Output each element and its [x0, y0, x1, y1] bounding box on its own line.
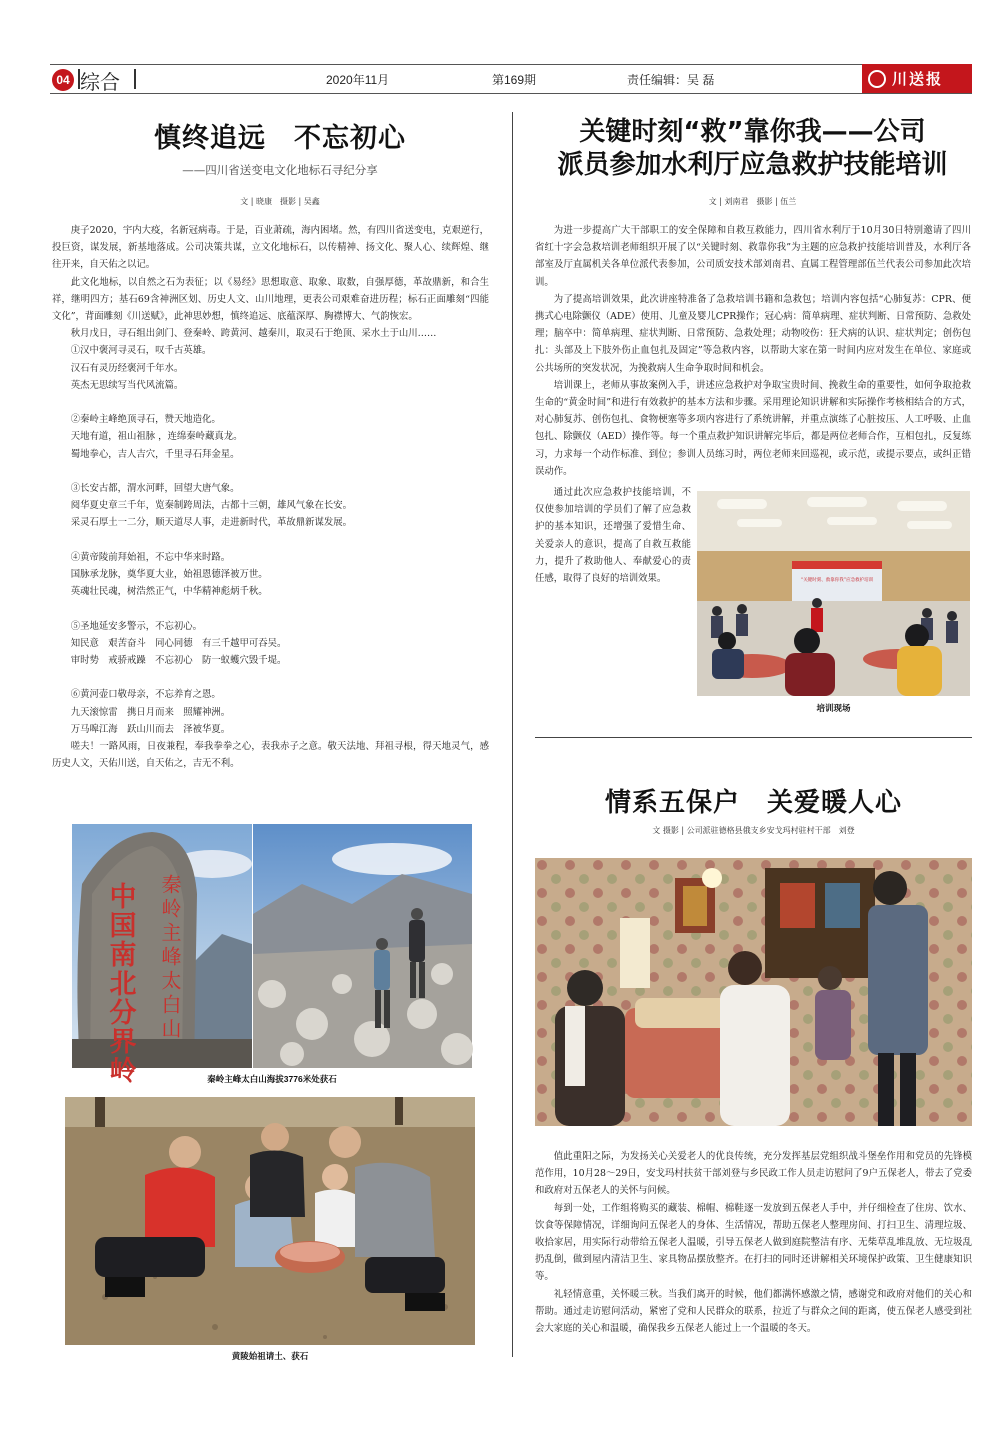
elderly-visit-photo	[535, 858, 972, 1126]
paragraph: 值此重阳之际，为发扬关心关爱老人的优良传统，充分发挥基层党组织战斗堡垒作用和党员的先锋模范作用，10月28～29日，安戈玛村扶贫干部刘登与乡民政工作人员走访慰问了9户五保老人，带去了党委和政府对五保老人的关怀与问候。	[535, 1151, 972, 1197]
right-bottom-article-title: 情系五保户 关爱暖人心	[604, 788, 902, 818]
poem-line: ①汉中褒河寻灵石，叹千古英雄。	[70, 345, 212, 357]
right-bottom-article-byline: 文 摄影 | 公司派驻德格县俄支乡安戈玛村驻村干部 刘登	[652, 826, 855, 835]
section-bar-right	[134, 69, 136, 89]
poem-line: 国脉承龙脉，奠华夏大业，始祖恩德泽被万世。	[70, 569, 268, 581]
poem-line: 知民意 艰苦奋斗 同心同德 有三千越甲可吞吴。	[70, 637, 287, 649]
paragraph: 通过此次应急救护技能培训，不仅使参加培训的学员们了解了应急救护的基本知识，还增强了爱惜生命、关爱亲人的意识，提高了自救互救能力，提升了救助他人、奉献爱心的责任感，取得了良好的培训效果。	[535, 487, 691, 585]
stone-carving-right-char: 秦岭主峰太白山	[158, 874, 182, 1042]
poem-line: 天地有道，祖山祖脉 ，连绵秦岭藏真龙。	[70, 431, 243, 443]
paragraph: 嗟夫！一路风雨，日夜兼程，奉我拳拳之心，表我赤子之意。敬天法地、拜祖寻根，得天地灵气，感历史人文，天佑川送，自天佑之，吉无不利。	[52, 741, 489, 770]
responsible-editor: 责任编辑：吴 磊	[627, 73, 715, 87]
right-top-article-byline: 文 | 刘南君 摄影 | 伍兰	[708, 197, 797, 206]
poem-line: 采灵石厚土一二分，顺天道尽人事，走进新时代，革故鼎新谋发展。	[70, 517, 353, 529]
poem-line: 英魂壮民魂，树浩然正气，中华精神彪炳千秋。	[70, 586, 268, 598]
banner-text: “关键时刻、救靠你我”应急救护培训	[800, 578, 874, 583]
paragraph: 此文化地标，以自然之石为表征；以《易经》思想取意、取象、取数，自强厚德，革故鼎新，和合生祥，继明四方；基石69含神洲区划、历史人文、山川地理，更表公司艰难奋进历程；标石正面雕刻“四能文化”，背面雕刻《川送赋》，此神思妙想，慎终追远、底蕴深厚、胸襟博大、气韵恢宏。	[52, 276, 489, 323]
poem-line: ④黄帝陵前拜始祖，不忘中华来时路。	[70, 551, 231, 563]
paragraph: 每到一处，工作组将购买的藏装、棉帽、棉鞋逐一发放到五保老人手中，并仔细检查了住房、饮水、饮食等保障情况，详细询问五保老人的身体、生活情况，帮助五保老人整理房间、打扫卫生、清理垃圾、收拾家居，用实际行动带给五保老人温暖，引导五保老人做到庭院整洁有序、无柴草乱堆乱放、无垃圾乱扔乱倒，做到屋内清洁卫生、家具物品摆放整齐。在打扫的同时还讲解相关环境保护政策、卫生健康知识等。	[535, 1202, 972, 1283]
poem-line: 九天滚惊雷 携日月而来 照耀神洲。	[70, 706, 231, 718]
header-top-rule	[50, 64, 972, 65]
title-line: 关键时刻“救”靠你我——公司	[579, 117, 926, 147]
poem-line: 汉石有灵历经褒河千年水。	[70, 362, 184, 374]
paragraph: 为进一步提高广大干部职工的安全保障和自救互救能力，四川省水利厅于10月30日特别邀请了四川省红十字会急救培训老师组织开展了以“关键时刻、救靠你我”为主题的应急救护技能培训普及，水利厅各部室及厅直属机关各单位派代表参加，公司质安技术部刘南君、直属工程管理部伍兰代表公司参加此次培训。	[535, 225, 971, 288]
paragraph: 为了提高培训效果，此次讲座特准备了急救培训书籍和急救包；培训内容包括“心肺复苏：CPR、便携式心电除颤仪（ADE）使用、儿童及婴儿CPR操作；冠心病：简单病理、症状判断、日常预防、急救处理；脑卒中：简单病理、症状判断、日常预防、急救处理；动物咬伤：狂犬病的认识、症状判定；创伤包扎：头部及上下肢外伤止血包扎及固定”等急救内容，以帮助大家在第一时间内应对发生在单位、家庭或公共场所的突发状况，为挽救病人生命争取时间和机会。	[535, 293, 971, 374]
stone-carving-left-char: 中国南北分界岭	[104, 882, 136, 1085]
poem-line: ③长安古都，渭水河畔，回望大唐气象。	[70, 483, 240, 495]
section-bar-left	[78, 69, 80, 89]
issue-number: 第169期	[492, 73, 537, 87]
huangling-ceremony-photo	[65, 1097, 475, 1345]
poem-line: 蜀地拳心，吉人吉穴，千里寻石拜金星。	[70, 448, 240, 460]
section-name: 综合	[80, 72, 120, 94]
page-header	[50, 64, 972, 94]
photo-caption: 黄陵始祖请土、获石	[231, 1351, 309, 1361]
logo-emblem-icon	[868, 70, 886, 88]
poem-line: 阅华夏史章三千年，览秦制跨周法，古都十三朝，雄风气象在长安。	[70, 500, 353, 512]
training-scene-photo	[697, 491, 970, 696]
left-article-byline: 文 | 晓康 摄影 | 吴鑫	[240, 197, 320, 206]
page-number-badge: 04	[52, 69, 74, 91]
poem-line: 万马嗥江海 跃山川而去 泽被华夏。	[70, 723, 231, 735]
right-top-article-body-top	[535, 222, 971, 477]
poem-line: 审时势 戒骄戒躁 不忘初心 防一蚁蠖穴毁千堤。	[70, 655, 287, 667]
right-top-article-body-side	[535, 484, 691, 709]
photo-caption: 培训现场	[816, 703, 851, 713]
logo-text: 川送报	[892, 70, 944, 88]
title-line: 派员参加水利厅应急救护技能培训	[557, 150, 948, 180]
column-divider	[512, 112, 513, 1357]
right-bottom-article-body	[535, 1148, 972, 1337]
paragraph: 庚子2020，宇内大疫，名新冠病毒。于是，百业萧疏，海内困堵。然，有四川省送变电，克艰逆行，投巨资，谋发展，新基地落成。公司决策共谋，立文化地标石，以传精神、扬文化、聚人心、续辉煌、继往开来，自天佑之以记。	[52, 225, 489, 271]
issue-date: 2020年11月	[326, 73, 390, 87]
poem-line: ⑤圣地延安多警示，不忘初心。	[70, 620, 203, 632]
poem-line: ⑥黄河壶口敬母亲，不忘养育之恩。	[70, 689, 221, 701]
paragraph: 培训课上，老师从事故案例入手，讲述应急救护对争取宝贵时间、挽救生命的重要性，如何争取抢救生命的“黄金时间”和进行有效救护的基本方法和步骤。采用理论知识讲解和实际操作考核相结合的方式，对心肺复苏、创伤包扎、食物梗塞等多项内容进行了系统讲解，并重点演练了心脏按压、人工呼吸、止血包扎、除颤仪（AED）操作等。每一个重点救护知识讲解完毕后，都是两位老师合作，互相包扎，反复练习，力求每一个动作标准、到位；参训人员练习时，两位老师来回巡视，或示范，或提示要点，或纠正错误动作。	[535, 379, 971, 477]
poem-line: 英杰无思续写当代风流篇。	[70, 379, 184, 391]
newspaper-logo	[862, 64, 972, 94]
header-bottom-rule	[50, 93, 972, 94]
photo-caption: 秦岭主峰太白山海拔3776米处获石	[207, 1074, 337, 1084]
right-top-article-title	[525, 116, 980, 182]
article-divider	[535, 737, 972, 738]
paragraph: 秋月戊日，寻石组出剑门、登秦岭、跨黄河、越秦川，取灵石于绝顶、采水土于山川……	[70, 328, 437, 340]
poem-line: ②秦岭主峰绝顶寻石，赞天地造化。	[70, 414, 221, 426]
left-article-subtitle: ——四川省送变电文化地标石寻纪分享	[182, 163, 378, 177]
paragraph: 礼轻情意重，关怀暖三秋。当我们离开的时候，他们都满怀感激之情，感谢党和政府对他们的关心和帮助。通过走访慰问活动，紧密了党和人民群众的联系，拉近了与群众之间的距离，使五保老人感受到社会大家庭的关心和温暖，确保我乡五保老人能过上一个温暖的冬天。	[535, 1288, 972, 1335]
left-article-body	[52, 222, 489, 772]
left-article-title: 慎终追远 不忘初心	[154, 123, 406, 154]
